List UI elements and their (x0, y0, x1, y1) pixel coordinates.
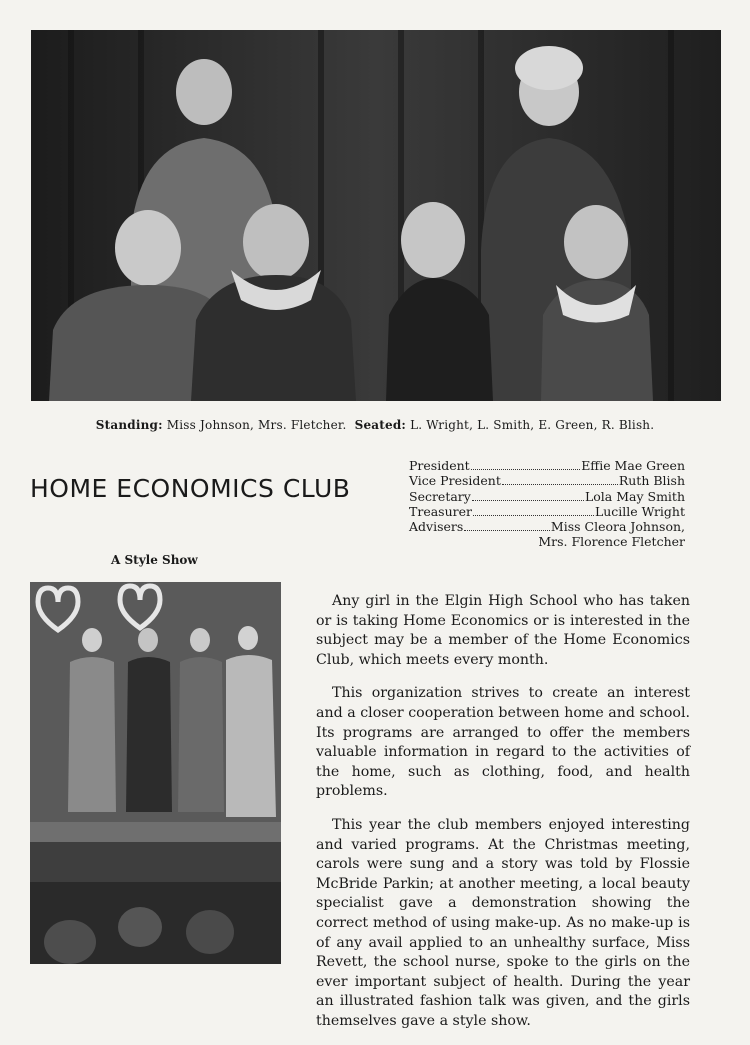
officer-name-continuation: Mrs. Florence Fletcher (538, 534, 685, 550)
officer-role: Advisers (409, 519, 464, 535)
style-show-caption: A Style Show (111, 553, 198, 567)
standing-label: Standing: (95, 418, 163, 432)
paragraph: Any girl in the Elgin High School who has taken or is taking Home Economics or is interested in the subject may be a member of the Home Economics Club, which meets every month. (316, 593, 690, 668)
officer-name: Miss Cleora Johnson, (550, 519, 685, 535)
leader-dots (473, 515, 594, 516)
paragraph: This organization strives to create an interest and a closer cooperation between home and school. Its programs are arranged to offer the members valuable information in regard to the activities of the home, such as clothing, food, and health problems. (316, 685, 690, 800)
officer-row-president (409, 458, 685, 473)
officer-row-treasurer (409, 504, 685, 519)
officer-role: Secretary (409, 488, 471, 504)
officer-row-advisers (409, 519, 685, 534)
standing-names: Miss Johnson, Mrs. Fletcher. (166, 418, 347, 432)
group-portrait-photo (31, 30, 721, 401)
officer-role: Treasurer (409, 503, 472, 519)
officer-role: President (409, 458, 470, 473)
seated-names: L. Wright, L. Smith, E. Green, R. Blish. (410, 418, 655, 432)
article-body (316, 592, 690, 1045)
officer-name: Lucille Wright (594, 503, 685, 519)
seated-label: Seated: (354, 418, 407, 432)
leader-dots (464, 530, 550, 531)
officer-role: Vice President (409, 473, 501, 489)
group-portrait-illustration (31, 30, 721, 401)
leader-dots (472, 500, 584, 501)
paragraph: This year the club members enjoyed interesting and varied programs. At the Christmas meeting, carols were sung and a story was told by Flossie McBride Parkin; at another meeting, a local beauty specialist gave a demonstration showing the correct method of using make-up. As no make-up is of any avail applied to an unhealthy surface, Miss Revett, the school nurse, spoke to the girls on the ever important subject of health. During the year an illustrated fashion talk was given, and the girls themselves gave a style show. (316, 816, 690, 1029)
officer-row-vice-president (409, 473, 685, 488)
leader-dots (471, 469, 581, 470)
group-photo-caption (0, 418, 750, 432)
leader-dots (502, 484, 618, 485)
officer-name: Lola May Smith (584, 488, 685, 504)
style-show-photo (30, 582, 281, 964)
officer-row-secretary (409, 489, 685, 504)
officer-name: Effie Mae Green (581, 458, 685, 473)
style-show-illustration (30, 582, 281, 964)
club-title: HOME ECONOMICS CLUB (30, 474, 351, 503)
officer-name: Ruth Blish (618, 473, 685, 489)
officers-list (409, 458, 685, 550)
